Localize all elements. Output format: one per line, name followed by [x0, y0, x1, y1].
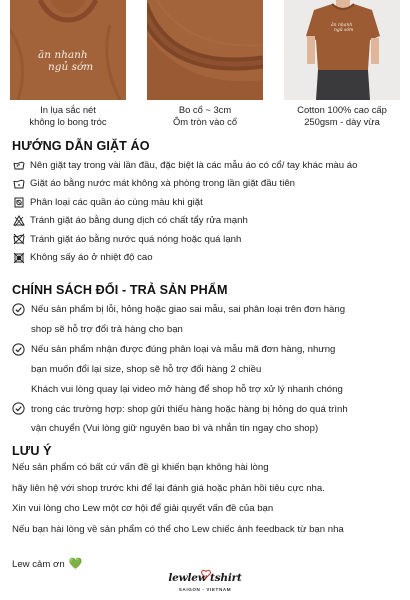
care-text: Không sấy áo ở nhiệt độ cao [30, 252, 153, 264]
list-item [12, 340, 404, 379]
caption-line: Bo cổ ~ 3cm [178, 104, 232, 115]
caption-line: 250gsm - dày vừa [304, 116, 380, 127]
list-item [12, 230, 404, 249]
no-hot-water-icon [12, 233, 25, 246]
policy-text: Nếu sản phẩm bị lỗi, hỏng hoặc giao sai mẫu, sai phân loại trên đơn hàng [31, 304, 346, 315]
print-text-line2: ngủ sớm [48, 61, 94, 73]
green-heart-icon: 💚 [68, 558, 83, 570]
collar-closeup-photo [147, 0, 263, 100]
caption-line: không lo bong tróc [29, 116, 107, 127]
notes-title: LƯU Ý [12, 444, 52, 458]
list-item [12, 300, 404, 339]
model-print-line2: ngủ sớm [334, 28, 354, 33]
policy-text: trong các trường hợp: shop gửi thiếu hàng hoặc hàng bị hỏng do quá trình [31, 403, 348, 415]
logo-heart-icon [201, 569, 211, 579]
policy-text: Nếu sản phẩm nhận được đúng phân loại và mẫu mã đơn hàng, nhưng [31, 344, 336, 355]
logo-wordmark: lewlew tshirt [168, 572, 242, 584]
list-item [12, 249, 404, 268]
caption-collar [141, 104, 269, 128]
no-bleach-icon [12, 214, 25, 227]
caption-print [4, 104, 132, 128]
care-text: Phân loại các quần áo cùng màu khi giặt [30, 196, 203, 208]
policy-text: Khách vui lòng quay lại video mở hàng để shop hỗ trợ xử lý nhanh chóng [31, 384, 343, 395]
note-line: Nếu bạn hài lòng về sản phẩm có thể cho Lew chiếc ảnh feedback từ bạn nha [12, 523, 344, 535]
check-circle-icon [12, 303, 25, 316]
policy-text: shop sẽ hỗ trợ đổi trả hàng cho bạn [31, 323, 183, 335]
notes-list [12, 458, 404, 540]
care-title: HƯỚNG DẪN GIẶT ÁO [12, 139, 150, 153]
care-text: Giặt áo bằng nước mát không xà phòng trong lần giặt đầu tiên [30, 178, 295, 190]
policy-text: vận chuyển (Vui lòng giữ nguyên bao bì và nhắn tin ngay cho shop) [31, 423, 319, 434]
caption-line: Cotton 100% cao cấp [297, 104, 387, 115]
caption-line: Ôm tròn vào cổ [172, 116, 238, 127]
care-text: Nên giặt tay trong vài lần đầu, đặc biệt là các mẫu áo có cổ/ tay khác màu áo [30, 159, 358, 171]
care-text: Tránh giặt áo bằng nước quá nóng hoặc quá lạnh [30, 233, 242, 245]
model-print-line1: ăn nhanh [331, 23, 353, 28]
print-closeup-photo [10, 0, 126, 100]
list-item [12, 193, 404, 212]
list-item [12, 380, 404, 439]
hand-wash-icon [12, 159, 25, 172]
note-line: hãy liên hệ với shop trước khi để lại đánh giá hoặc phản hồi tiêu cực nha. [12, 482, 325, 494]
list-item [12, 156, 404, 175]
wash-cold-icon [12, 177, 25, 190]
policy-list [12, 300, 404, 439]
list-item [12, 212, 404, 231]
logo-subtitle: SAIGON - VIETNAM [178, 587, 232, 592]
no-tumble-dry-icon [12, 251, 25, 264]
thanks-text: Lew cảm ơn [12, 559, 65, 570]
print-text-line1: ăn nhanh [38, 49, 88, 61]
thanks-note [12, 559, 82, 570]
photo-captions [0, 104, 410, 134]
list-item [12, 175, 404, 194]
caption-fabric [278, 104, 406, 128]
caption-line: In lụa sắc nét [40, 104, 96, 115]
care-list [12, 156, 404, 267]
care-text: Tránh giặt áo bằng dung dịch có chất tẩy rửa mạnh [30, 215, 248, 227]
check-circle-icon [12, 402, 25, 415]
model-photo [284, 0, 400, 100]
product-photos [0, 0, 410, 100]
sort-clothes-icon [12, 196, 25, 209]
note-line: Nếu sản phẩm có bất cứ vấn đề gì khiến bạn không hài lòng [12, 462, 269, 473]
check-circle-icon [12, 343, 25, 356]
policy-text: bạn muốn đổi lại size, shop sẽ hỗ trợ đổi hàng 2 chiều [31, 363, 262, 375]
note-line: Xin vui lòng cho Lew một cơ hội để giải quyết vấn đề của bạn [12, 503, 274, 514]
brand-logo [160, 572, 250, 598]
policy-title: CHÍNH SÁCH ĐỔI - TRẢ SẢN PHẨM [12, 283, 228, 297]
